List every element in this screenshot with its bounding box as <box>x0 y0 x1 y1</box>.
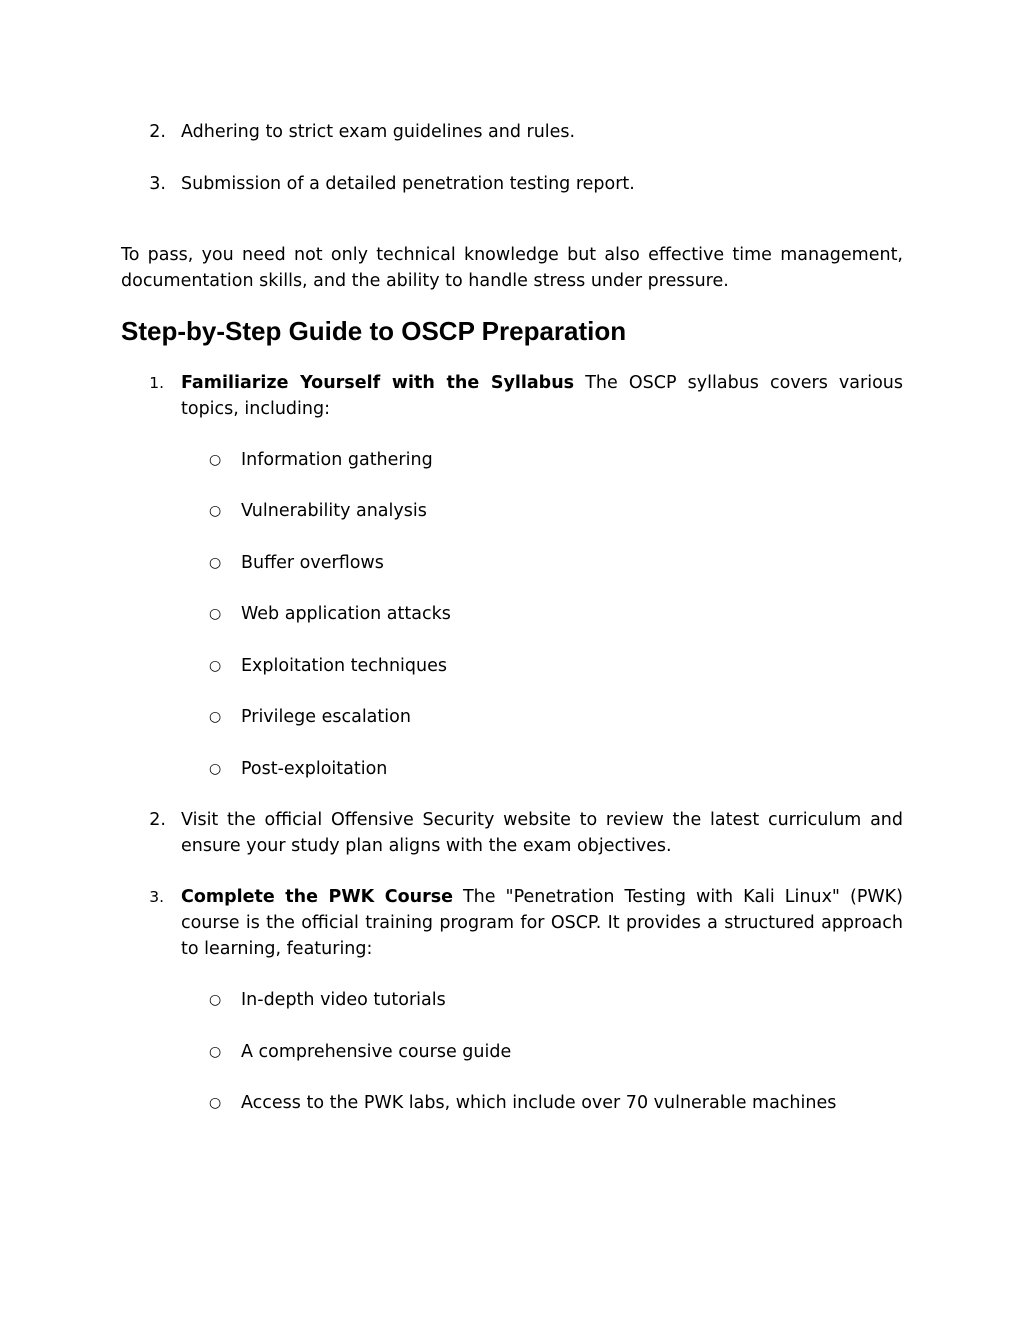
bullet-icon: ○ <box>209 1095 222 1111</box>
bullet-icon: ○ <box>209 992 222 1008</box>
sub-list-item: Exploitation techniques <box>241 656 448 676</box>
sub-list-item: Access to the PWK labs, which include over 70 vulnerable machines <box>241 1093 837 1113</box>
list-number: 2. <box>149 122 166 142</box>
list-number: 3. <box>149 174 166 194</box>
step-text: The "Penetration Testing with Kali Linux" (PWK) course is the official training program for OSCP. It provides a structured approach to learning, featuring: <box>181 887 903 959</box>
sub-list-item: Web application attacks <box>241 604 451 624</box>
bullet-icon: ○ <box>209 658 222 674</box>
step-title: Familiarize Yourself with the Syllabus <box>181 373 575 393</box>
bullet-icon: ○ <box>209 761 222 777</box>
section-heading: Step-by-Step Guide to OSCP Preparation <box>121 316 627 346</box>
sub-list-item: Buffer overflows <box>241 553 384 573</box>
sub-list-item: Privilege escalation <box>241 707 411 727</box>
sub-list-item: A comprehensive course guide <box>241 1042 512 1062</box>
step-number: 2. <box>149 810 166 830</box>
sub-list-item: Vulnerability analysis <box>241 501 427 521</box>
list-item: Adhering to strict exam guidelines and rules. <box>181 122 576 142</box>
step-text: The OSCP syllabus covers various topics, including: <box>181 373 903 419</box>
bullet-icon: ○ <box>209 555 222 571</box>
bullet-icon: ○ <box>209 709 222 725</box>
sub-list-item: Information gathering <box>241 450 433 470</box>
bullet-icon: ○ <box>209 452 222 468</box>
step-number: 1. <box>149 374 164 392</box>
step-item: Visit the official Offensive Security website to review the latest curriculum and ensure your study plan aligns with the exam objectives. <box>181 810 903 856</box>
step-item <box>181 370 903 422</box>
sub-list-item: In-depth video tutorials <box>241 990 446 1010</box>
bullet-icon: ○ <box>209 606 222 622</box>
step-number: 3. <box>149 888 164 906</box>
bullet-icon: ○ <box>209 503 222 519</box>
step-item <box>181 884 903 962</box>
bullet-icon: ○ <box>209 1044 222 1060</box>
step-title: Complete the PWK Course <box>181 887 453 907</box>
sub-list-item: Post-exploitation <box>241 759 388 779</box>
list-item: Submission of a detailed penetration testing report. <box>181 174 635 194</box>
pass-paragraph: To pass, you need not only technical knowledge but also effective time management, documentation skills, and the ability to handle stress under pressure. <box>121 245 903 291</box>
